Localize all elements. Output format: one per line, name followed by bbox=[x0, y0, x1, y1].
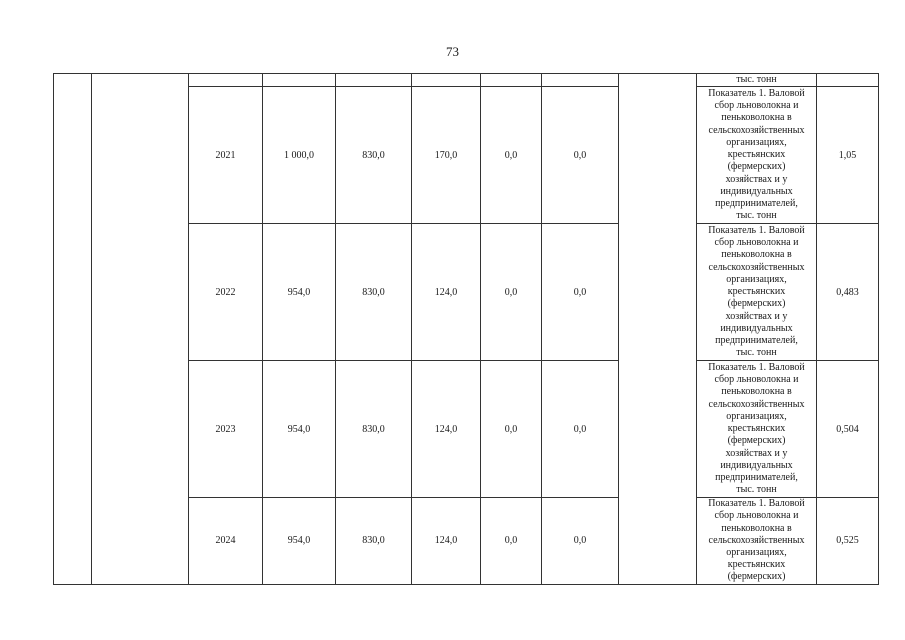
col5-cell: 0,0 bbox=[542, 87, 619, 224]
indicator-line: (фермерских) bbox=[727, 298, 786, 310]
col2-cell: 830,0 bbox=[336, 87, 412, 224]
year-cell: 2022 bbox=[189, 224, 263, 361]
indicator-line: крестьянских bbox=[727, 423, 786, 435]
year-cell: 2024 bbox=[189, 498, 263, 584]
col2-cell: 830,0 bbox=[336, 498, 412, 584]
indicator-line: (фермерских) bbox=[727, 435, 786, 447]
indicator-line: сельскохозяйственных bbox=[708, 261, 805, 273]
page-number: 73 bbox=[446, 44, 459, 59]
indicator-line: сельскохозяйственных bbox=[708, 398, 805, 410]
value-cell: 0,483 bbox=[817, 224, 879, 361]
col3-cell: 124,0 bbox=[412, 498, 481, 584]
col3-cell: 170,0 bbox=[412, 87, 481, 224]
blank-cell bbox=[619, 74, 697, 585]
indicator-line: хозяйствах и у bbox=[725, 310, 788, 322]
indicator-line: Показатель 1. Валовой bbox=[708, 498, 805, 510]
indicator-line: крестьянских bbox=[727, 559, 786, 571]
indicator-line: Показатель 1. Валовой bbox=[708, 225, 805, 237]
col4-cell: 0,0 bbox=[481, 498, 542, 584]
col2-cell: 830,0 bbox=[336, 224, 412, 361]
value-cell bbox=[817, 74, 879, 87]
indicator-line: Показатель 1. Валовой bbox=[708, 362, 805, 374]
year-cell bbox=[189, 74, 263, 87]
value-cell: 0,525 bbox=[817, 498, 879, 584]
name-cell bbox=[92, 74, 189, 585]
indicator-line: сбор льноволокна и bbox=[714, 510, 799, 522]
indicator-line: сельскохозяйственных bbox=[708, 124, 805, 136]
year-cell: 2021 bbox=[189, 87, 263, 224]
col3-cell: 124,0 bbox=[412, 224, 481, 361]
total-cell: 954,0 bbox=[263, 498, 336, 584]
indicator-line: пеньковолокна в bbox=[721, 522, 792, 534]
indicator-line: организациях, bbox=[726, 547, 787, 559]
indicator-line: Показатель 1. Валовой bbox=[708, 88, 805, 100]
col5-cell: 0,0 bbox=[542, 361, 619, 498]
indicator-line: крестьянских bbox=[727, 286, 786, 298]
indicator-cell bbox=[697, 87, 817, 224]
col5-cell: 0,0 bbox=[542, 498, 619, 584]
indicator-line: организациях, bbox=[726, 273, 787, 285]
indicator-line: крестьянских bbox=[727, 149, 786, 161]
col2-cell: 830,0 bbox=[336, 361, 412, 498]
indicator-line: индивидуальных bbox=[720, 185, 793, 197]
indicator-line: сбор льноволокна и bbox=[714, 374, 799, 386]
indicator-line: хозяйствах и у bbox=[725, 447, 788, 459]
indicator-line: (фермерских) bbox=[727, 161, 786, 173]
indicator-cell bbox=[697, 224, 817, 361]
col3-cell bbox=[412, 74, 481, 87]
indicator-line: хозяйствах и у bbox=[725, 173, 788, 185]
indicator-line: сбор льноволокна и bbox=[714, 100, 799, 112]
indicator-line: пеньковолокна в bbox=[721, 249, 792, 261]
col4-cell: 0,0 bbox=[481, 87, 542, 224]
indicator-line: сбор льноволокна и bbox=[714, 237, 799, 249]
indicator-line: предпринимателей, bbox=[715, 334, 798, 346]
col4-cell bbox=[481, 74, 542, 87]
indicator-line: пеньковолокна в bbox=[721, 386, 792, 398]
col2-cell bbox=[336, 74, 412, 87]
total-cell: 1 000,0 bbox=[263, 87, 336, 224]
indicator-line: тыс. тонн bbox=[736, 74, 777, 85]
indicator-line: тыс. тонн bbox=[736, 347, 777, 359]
total-cell: 954,0 bbox=[263, 361, 336, 498]
col4-cell: 0,0 bbox=[481, 361, 542, 498]
indicator-line: тыс. тонн bbox=[736, 484, 777, 496]
value-cell: 1,05 bbox=[817, 87, 879, 224]
indicator-line: индивидуальных bbox=[720, 322, 793, 334]
number-cell bbox=[54, 74, 92, 585]
total-cell bbox=[263, 74, 336, 87]
indicator-line: индивидуальных bbox=[720, 459, 793, 471]
col5-cell: 0,0 bbox=[542, 224, 619, 361]
col4-cell: 0,0 bbox=[481, 224, 542, 361]
col5-cell bbox=[542, 74, 619, 87]
indicator-line: тыс. тонн bbox=[736, 210, 777, 222]
indicator-line: организациях, bbox=[726, 410, 787, 422]
indicator-line: организациях, bbox=[726, 136, 787, 148]
col3-cell: 124,0 bbox=[412, 361, 481, 498]
indicator-cell bbox=[697, 74, 817, 87]
total-cell: 954,0 bbox=[263, 224, 336, 361]
indicator-line: сельскохозяйственных bbox=[708, 534, 805, 546]
indicator-line: (фермерских) bbox=[727, 571, 786, 583]
value-cell: 0,504 bbox=[817, 361, 879, 498]
indicator-cell bbox=[697, 498, 817, 584]
indicator-cell bbox=[697, 361, 817, 498]
table-row-continuation bbox=[54, 74, 879, 87]
indicator-line: предпринимателей, bbox=[715, 197, 798, 209]
indicator-line: пеньковолокна в bbox=[721, 112, 792, 124]
year-cell: 2023 bbox=[189, 361, 263, 498]
data-table bbox=[53, 73, 879, 585]
indicator-line: предпринимателей, bbox=[715, 471, 798, 483]
